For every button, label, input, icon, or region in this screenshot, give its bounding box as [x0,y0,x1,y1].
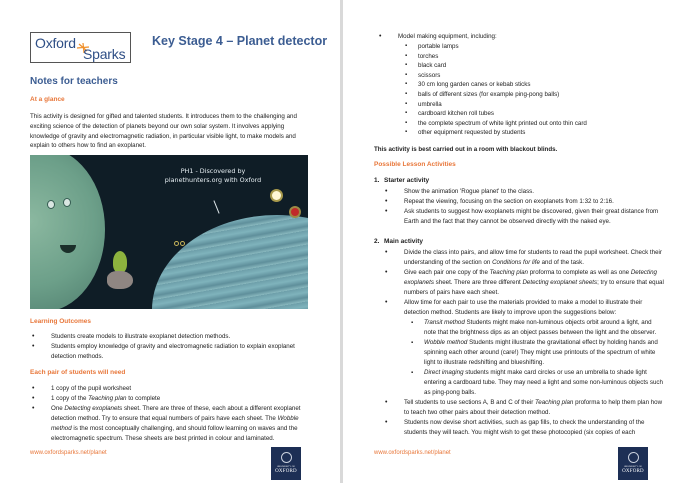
planet-eye [47,200,55,209]
list-item: ▪ black card [418,61,668,71]
list-item: ▪ 30 cm long garden canes or kebab sticks [418,80,668,90]
starter-number: 1. [374,177,380,184]
list-item: ▪ Direct imaging students might make card circles or use an umbrella to shade light entering a cardboard tube. They may need a light and some non-luminous objects such as ping-pong balls. [424,368,664,398]
logo-oxford-text: Oxford [35,35,76,51]
list-item: ▪ umbrella [418,100,668,110]
list-item: • Allow time for each pair to use the materials provided to make a model to illustrate their detection method. Students are likely to improve upon the suggestions below: ▪ Transit method Students might make non-luminous objects orbit around a light, and note that the brightness dips as an object passes between the light and the observer. ▪ Wobble method Students might illustrate the gravitational effect by holding hands and spinning each other around (care!) They might use printouts of the spectrum of white light to illustrate redshifting and blueshifting. ▪ Direct imaging students might make card circles or use an umbrella to shade light entering a cardboard tube. They may need a light and some non-luminous objects such as ping-pong balls. [404,298,666,398]
main-activity-list [404,248,666,438]
list-item: ▪ cardboard kitchen roll tubes [418,109,668,119]
methods-sublist [424,318,664,398]
list-item: • 1 copy of the Teaching plan to complete [51,394,313,404]
list-item: • Students create models to illustrate exoplanet detection methods. [51,332,313,342]
alien-character [113,251,127,273]
document-title: Key Stage 4 – Planet detector [152,34,328,48]
planet-illustration [30,155,308,309]
arrow-icon [213,200,219,213]
list-item: ▪ torches [418,52,668,62]
list-item: • Ask students to suggest how exoplanets might be discovered, given their great distance from Earth and the fact that they cannot be observed directly with the naked eye. [404,207,666,227]
list-item: ▪ the complete spectrum of white light printed out onto thin card [418,119,668,129]
illustration-caption [158,167,268,185]
starter-title: Starter activity [384,177,430,184]
crest-icon [628,452,639,463]
each-pair-heading: Each pair of students will need [30,369,126,376]
list-item: • Give each pair one copy of the Teaching plan proforma to complete as well as one Detecting exoplanets sheet. There are three different Detecting exoplanet sheets; try to ensure that equal numbers of pairs have each sheet. [404,268,666,298]
list-item: • One Detecting exoplanets sheet. There are three of these, each about a different exoplanet detection method. Try to ensure that equal numbers of pairs have each sheet. The Wobble method is the most conceptually challenging, and should follow learning on waves and the electromagnetic spectrum. These sheets are best printed in colour and laminated. [51,404,313,444]
list-item: ▪ balls of different sizes (for example ping-pong balls) [418,90,668,100]
list-item: • Students now devise short activities, such as gap fills, to check the understanding of the students they will teach. You might wish to get these photocopied (six copies of each [404,418,666,438]
star-icon [272,191,281,200]
crest-icon [281,452,292,463]
materials-list [51,384,313,444]
list-item: • 1 copy of the pupil worksheet [51,384,313,394]
at-a-glance-text: This activity is designed for gifted and talented students. It introduces them to the challenging and exciting science of the detection of planets beyond our own solar system. It involves applying knowledge of gravity and electromagnetic radiation, in particular visible light, to make models and explain to others how to find an exoplanet. [30,113,297,150]
list-item: ▪ Transit method Students might make non-luminous objects orbit around a light, and note that the brightness dips as an object passes between the light and the observer. [424,318,664,338]
oxford-sparks-logo [30,32,131,63]
gas-giant-planet [152,215,308,309]
asteroid-rock [107,271,133,289]
notes-heading: Notes for teachers [30,76,118,87]
binary-stars-icon [174,233,188,239]
main-number: 2. [374,238,380,245]
blackout-note: This activity is best carried out in a room with blackout blinds. [374,146,558,153]
oxford-university-logo: UNIVERSITY OF OXFORD [618,447,648,480]
list-item: • Students employ knowledge of gravity and electromagnetic radiation to explain exoplanet detection methods. [51,342,313,362]
possible-activities-heading: Possible Lesson Activities [374,161,456,168]
list-item: ▪ other equipment requested by students [418,128,668,138]
document-page-2 [343,0,683,483]
list-item: • Divide the class into pairs, and allow time for students to read the pupil worksheet. Check their understanding of the section on Conditions for life and of the task. [404,248,666,268]
main-title: Main activity [384,238,424,245]
list-item: • Model making equipment, including: [398,32,668,42]
list-item: • Repeat the viewing, focusing on the section on exoplanets from 1:32 to 2:16. [404,197,666,207]
footer-link[interactable]: www.oxfordsparks.net/planet [374,450,451,456]
at-a-glance-heading: At a glance [30,96,65,103]
list-item: ▪ Wobble method Students might illustrate the gravitational effect by holding hands and spinning each other around (care!) They might use printouts of the spectrum of white light to illustrate redshifting and blueshifting. [424,338,664,368]
starter-list [404,187,666,227]
caption-line-2: planethunters.org with Oxford [164,176,262,184]
learning-outcomes-list [51,332,313,362]
equipment-sublist [418,42,668,138]
list-item: • Show the animation 'Rogue planet' to the class. [404,187,666,197]
list-item: • Tell students to use sections A, B and C of their Teaching plan proforma to help them plan how to teach two other pairs about their detection method. [404,398,666,418]
learning-outcomes-heading: Learning Outcomes [30,318,92,325]
caption-line-1: PH1 - Discovered by [180,167,246,175]
document-page-1 [0,0,340,483]
list-item: ▪ portable lamps [418,42,668,52]
logo-sparks-text: Sparks [83,46,126,62]
oxford-university-logo: UNIVERSITY OF OXFORD [271,447,301,480]
equipment-list [398,32,668,42]
list-item: ▪ scissors [418,71,668,81]
planet-eye [63,198,71,207]
green-planet-character [30,155,105,309]
red-star-icon [291,208,299,216]
footer-link[interactable]: www.oxfordsparks.net/planet [30,450,107,456]
